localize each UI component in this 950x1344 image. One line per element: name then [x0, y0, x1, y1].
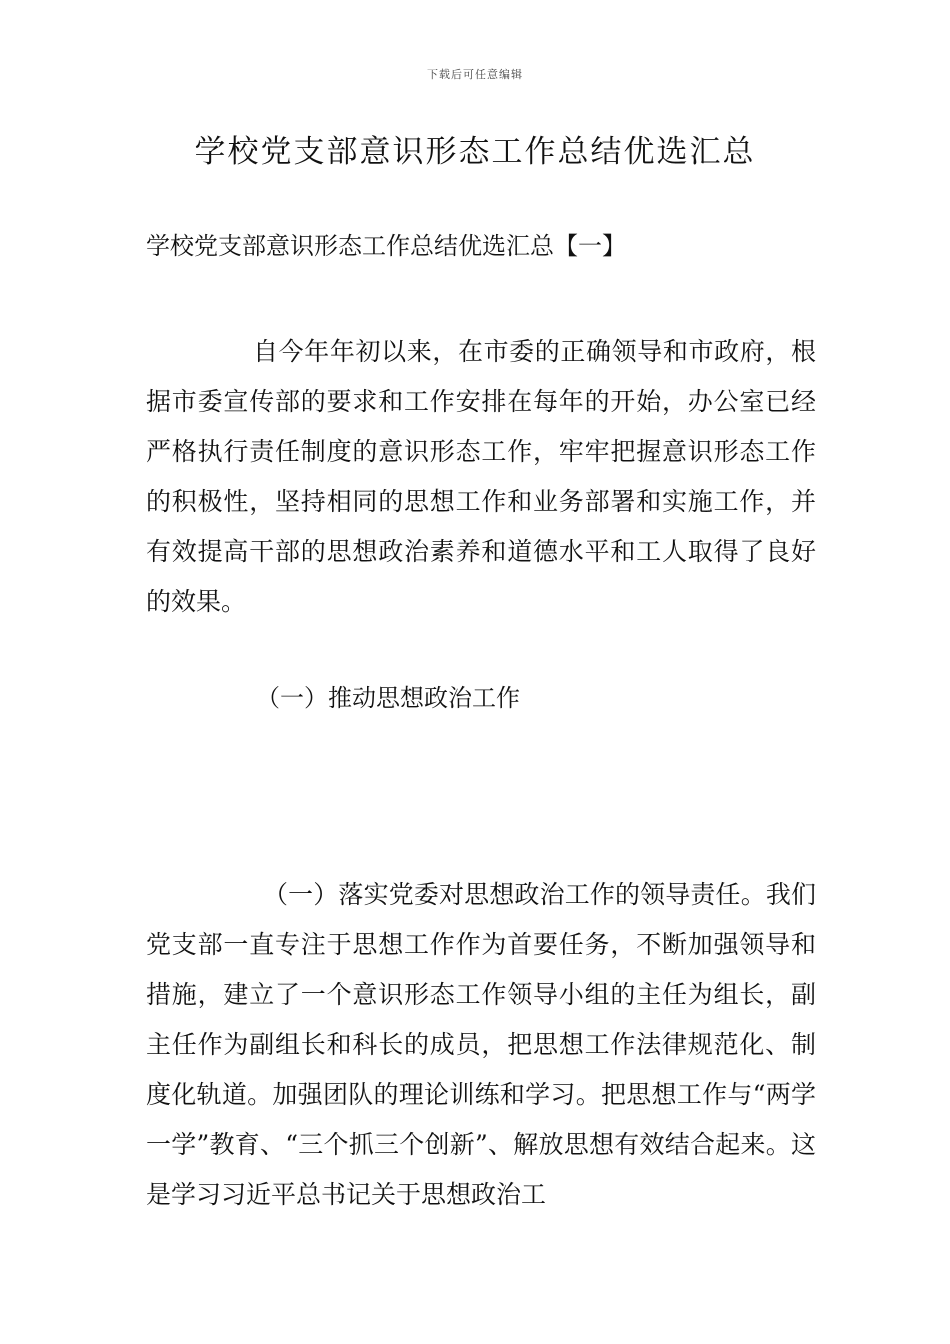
document-title: 学校党支部意识形态工作总结优选汇总: [194, 134, 756, 170]
header-note: 下载后可任意编辑: [427, 68, 523, 81]
document-subtitle: 学校党支部意识形态工作总结优选汇总【一】: [146, 232, 626, 260]
body-paragraph-leadership: （一）落实党委对思想政治工作的领导责任。我们党支部一直专注于思想工作作为首要任务，不断加强领导和措施，建立了一个意识形态工作领导小组的主任为组长，副主任作为副组长和科长的成员，把思想工作法律规范化、制度化轨道。加强团队的理论训练和学习。把思想工作与“两学一学”教育、“三个抓三个创新”、解放思想有效结合起来。这是学习习近平总书记关于思想政治工: [146, 880, 816, 1209]
body-paragraph-intro: 自今年年初以来，在市委的正确领导和市政府，根据市委宣传部的要求和工作安排在每年的开始，办公室已经严格执行责任制度的意识形态工作，牢牢把握意识形态工作的积极性，坚持相同的思想工作和业务部署和实施工作，并有效提高干部的思想政治素养和道德水平和工人取得了良好的效果。: [146, 337, 816, 616]
section-heading: （一）推动思想政治工作: [256, 684, 520, 712]
